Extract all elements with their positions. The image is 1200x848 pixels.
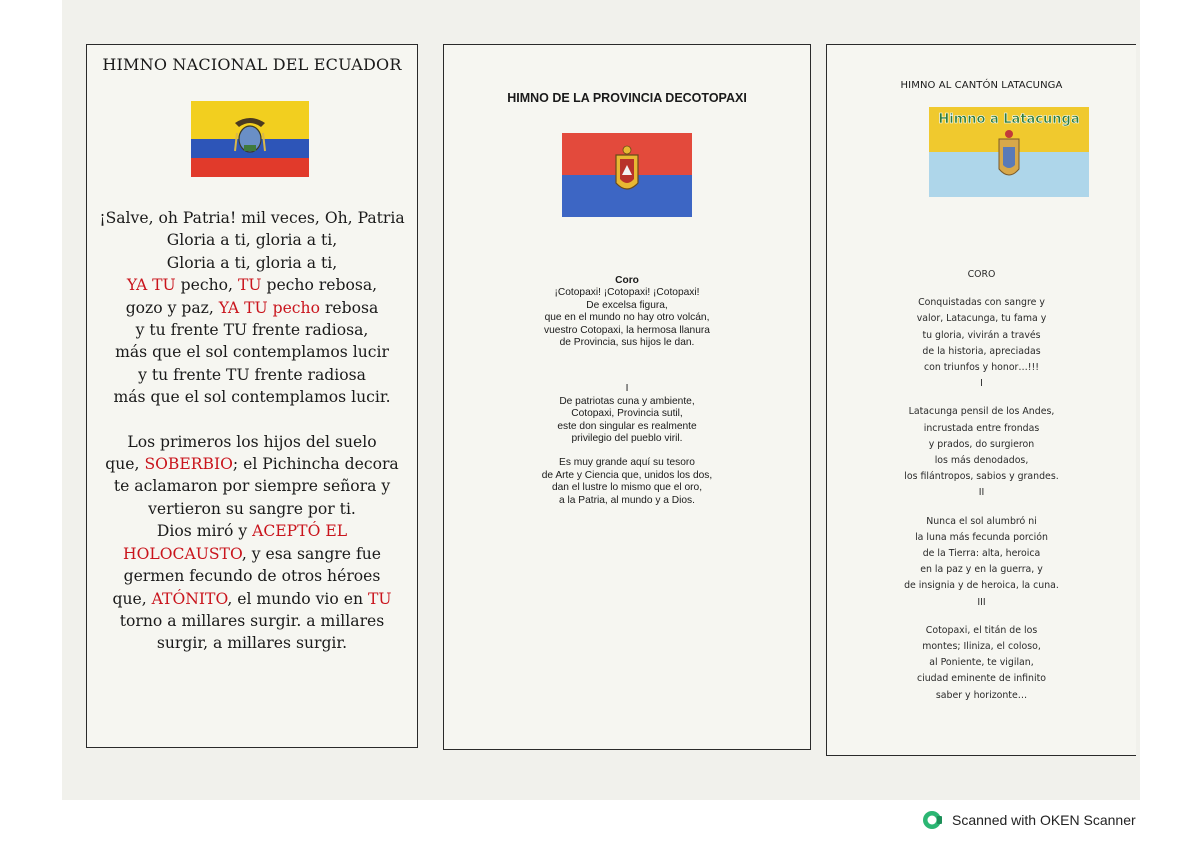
panel1-lyric-line bbox=[87, 229, 417, 251]
highlighted-word: ACEPTÓ EL bbox=[252, 522, 348, 541]
panel2-stanza1-line: privilegio del pueblo viril. bbox=[571, 433, 683, 445]
panel3-stanza1-line: y prados, do surgieron bbox=[928, 438, 1035, 450]
cotopaxi-flag-icon bbox=[562, 133, 692, 217]
lyric-text: Gloria a ti, gloria a ti, bbox=[166, 253, 338, 272]
lyric-text: torno a millares surgir. a millares bbox=[119, 611, 385, 630]
scanner-watermark bbox=[922, 808, 1136, 832]
latacunga-banner-text: Himno a Latacunga bbox=[938, 112, 1080, 127]
panel3-numeral: III bbox=[977, 596, 986, 608]
panel3-stanza2-line: Nunca el sol alumbró ni bbox=[926, 515, 1037, 527]
lyric-text: Los primeros los hijos del suelo bbox=[127, 432, 377, 451]
panel1-lyric-line bbox=[87, 520, 417, 542]
panel3-numeral: I bbox=[980, 378, 983, 390]
panel1-lyric-line bbox=[87, 386, 417, 408]
ecuador-flag-icon bbox=[191, 101, 309, 177]
lyric-text: pecho, bbox=[175, 276, 238, 295]
panel2-title: HIMNO DE LA PROVINCIA DECOTOPAXI bbox=[507, 91, 747, 105]
panel1-lyric-line bbox=[87, 453, 417, 475]
panel3-stanza1-line: los más denodados, bbox=[934, 455, 1029, 467]
panel1-lyric-line bbox=[87, 252, 417, 274]
panel-himno-latacunga bbox=[826, 44, 1136, 756]
panel3-stanza3-line: Cotopaxi, el titán de los bbox=[925, 624, 1038, 636]
highlighted-word: TU bbox=[237, 276, 262, 295]
panel3-coro-line: tu gloria, vivirán a través bbox=[922, 329, 1041, 341]
lyric-text: , el mundo vio en bbox=[227, 589, 368, 608]
panel1-lyric-line bbox=[87, 543, 417, 565]
panel2-stanza2-line: a la Patria, al mundo y a Dios. bbox=[559, 494, 695, 506]
panel3-title: HIMNO AL CANTÓN LATACUNGA bbox=[900, 80, 1063, 91]
lyric-text: surgir, a millares surgir. bbox=[156, 634, 348, 653]
panel3-stanza2-line: en la paz y en la guerra, y bbox=[920, 564, 1043, 576]
highlighted-word: SOBERBIO bbox=[144, 455, 233, 474]
lyric-text: gozo y paz, bbox=[125, 298, 219, 317]
lyric-text: pecho rebosa, bbox=[261, 276, 378, 295]
panel1-lyric-line bbox=[87, 610, 417, 632]
panel3-stanza3-line: al Poniente, te vigilan, bbox=[929, 657, 1034, 669]
panel1-lyric-line bbox=[87, 431, 417, 453]
lyric-text: te aclamaron por siempre señora y bbox=[113, 477, 391, 496]
panel1-lyric-line bbox=[87, 565, 417, 587]
panel1-lyrics bbox=[87, 207, 417, 655]
panel1-lyric-line bbox=[87, 632, 417, 654]
panel3-coro-line: valor, Latacunga, tu fama y bbox=[916, 313, 1047, 325]
panel-himno-nacional bbox=[86, 44, 418, 748]
panel3-stanza1-line: Latacunga pensil de los Andes, bbox=[908, 406, 1055, 418]
panel2-coro-line: ¡Cotopaxi! ¡Cotopaxi! ¡Cotopaxi! bbox=[554, 287, 700, 299]
lyric-text: germen fecundo de otros héroes bbox=[123, 567, 381, 586]
panel1-lyric-line bbox=[87, 588, 417, 610]
panel2-lyrics bbox=[444, 275, 810, 507]
lyric-text: ¡Salve, oh Patria! mil veces, Oh, Patria bbox=[99, 209, 405, 227]
panel3-stanza2-line: de insignia y de heroica, la cuna. bbox=[904, 580, 1059, 592]
panel2-stanza1-line: este don singular es realmente bbox=[557, 420, 697, 432]
lyric-text: vertieron su sangre por ti. bbox=[148, 499, 356, 518]
panel3-stanza3-line: montes; Iliniza, el coloso, bbox=[922, 641, 1041, 653]
panel3-stanza3-line: saber y horizonte… bbox=[935, 689, 1028, 701]
lyric-text: que, bbox=[112, 589, 152, 608]
panel2-coro-line: vuestro Cotopaxi, la hermosa llanura bbox=[544, 324, 710, 336]
panel2-stanza2-line: dan el lustre lo mismo que el oro, bbox=[551, 482, 703, 494]
panel3-stanza1-line: los filántropos, sabios y grandes. bbox=[904, 471, 1059, 483]
lyric-text: y tu frente TU frente radiosa bbox=[138, 365, 366, 384]
panel3-coro-line: con triunfos y honor…!!! bbox=[923, 362, 1040, 374]
panel1-lyric-line bbox=[87, 341, 417, 363]
lyric-text: , y esa sangre fue bbox=[241, 544, 381, 563]
panel3-coro-line: Conquistadas con sangre y bbox=[918, 297, 1045, 309]
highlighted-word: YA TU bbox=[126, 276, 176, 295]
panel3-stanza2-line: de la Tierra: alta, heroica bbox=[922, 548, 1041, 560]
panel2-numeral: I bbox=[625, 383, 629, 395]
latacunga-flag-icon bbox=[929, 107, 1089, 197]
panel1-lyric-line bbox=[87, 364, 417, 386]
lyric-text: más que el sol contemplamos lucir bbox=[115, 343, 389, 362]
panel2-stanza1-line: Cotopaxi, Provincia sutil, bbox=[571, 408, 683, 420]
panel3-numeral: II bbox=[978, 487, 985, 499]
panel1-lyric-line bbox=[87, 319, 417, 341]
panel2-stanza2-line: Es muy grande aquí su tesoro bbox=[559, 457, 695, 469]
panel2-coro-line: De excelsa figura, bbox=[586, 299, 668, 311]
lyric-text: más que el sol contemplamos lucir. bbox=[113, 388, 391, 407]
panel3-stanza2-line: la luna más fecunda porción bbox=[915, 531, 1048, 543]
lyric-text: ; el Pichincha decora bbox=[232, 455, 399, 474]
panel1-lyric-line bbox=[87, 297, 417, 319]
lyric-text: Gloria a ti, gloria a ti, bbox=[166, 231, 338, 250]
panel2-coro-line: que en el mundo no hay otro volcán, bbox=[544, 312, 710, 324]
highlighted-word: TU bbox=[367, 589, 392, 608]
oken-scanner-logo-icon bbox=[922, 809, 944, 831]
panel1-lyric-line bbox=[87, 498, 417, 520]
scanner-watermark-text: Scanned with OKEN Scanner bbox=[952, 812, 1136, 828]
panel3-coro-title: CORO bbox=[967, 269, 996, 280]
panel1-title: HIMNO NACIONAL DEL ECUADOR bbox=[102, 55, 402, 74]
panel1-lyric-line bbox=[87, 274, 417, 296]
lyric-text: rebosa bbox=[319, 298, 379, 317]
panel2-stanza1-line: De patriotas cuna y ambiente, bbox=[559, 395, 695, 407]
panel3-coro-line: de la historia, apreciadas bbox=[922, 345, 1041, 357]
panel1-lyric-line bbox=[87, 475, 417, 497]
panel2-coro-title: Coro bbox=[615, 275, 639, 286]
panel3-stanza1-line: incrustada entre frondas bbox=[923, 422, 1040, 434]
panel3-stanza3-line: ciudad eminente de infinito bbox=[916, 673, 1047, 685]
highlighted-word: YA TU pecho bbox=[218, 298, 320, 317]
highlighted-word: HOLOCAUSTO bbox=[123, 544, 242, 563]
panel1-lyric-line bbox=[87, 207, 417, 229]
lyric-text: y tu frente TU frente radiosa, bbox=[135, 321, 369, 340]
lyric-text: Dios miró y bbox=[156, 522, 253, 541]
panel3-lyrics bbox=[827, 267, 1136, 704]
panel2-coro-line: de Provincia, sus hijos le dan. bbox=[559, 337, 695, 349]
panel-himno-cotopaxi bbox=[443, 44, 811, 750]
panel2-stanza2-line: de Arte y Ciencia que, unidos los dos, bbox=[541, 469, 713, 481]
highlighted-word: ATÓNITO bbox=[151, 589, 228, 608]
lyric-text: que, bbox=[105, 455, 145, 474]
